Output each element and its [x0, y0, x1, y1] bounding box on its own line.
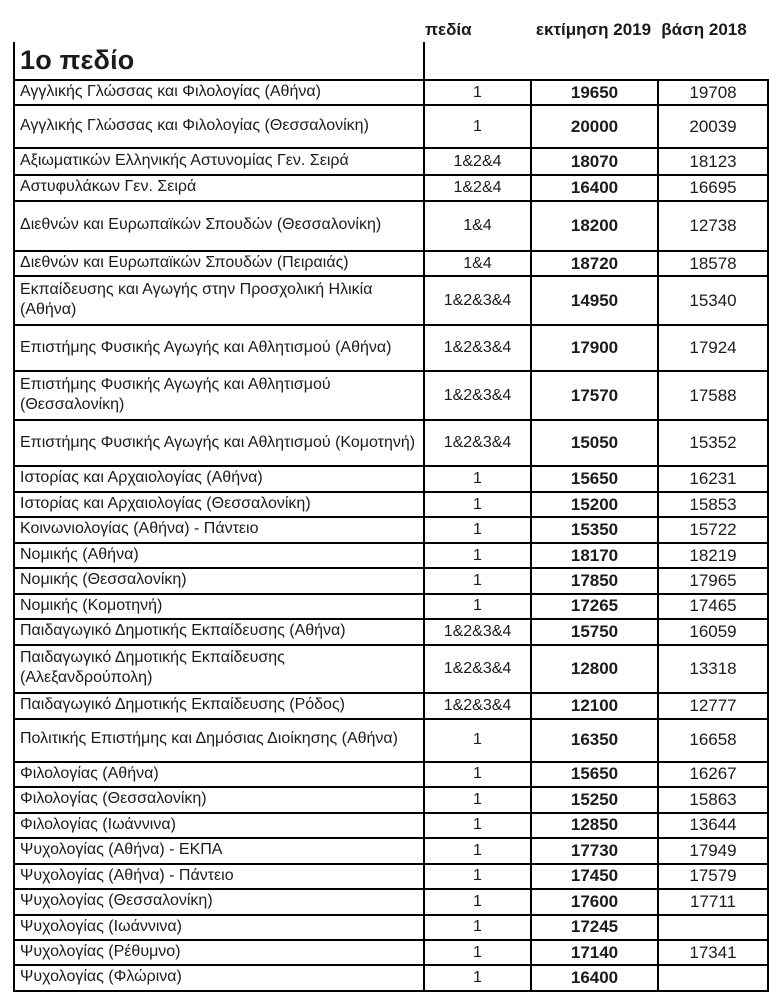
base-2018-cell: 15722 — [658, 517, 768, 542]
estimate-2019-cell: 20000 — [531, 105, 658, 148]
table-row — [14, 693, 768, 719]
estimate-2019-cell: 14950 — [531, 276, 658, 325]
fields-cell: 1&2&4 — [424, 148, 531, 175]
department-cell: Φιλολογίας (Ιωάννινα) — [14, 813, 424, 838]
base-2018-cell: 20039 — [658, 105, 768, 148]
base-2018-cell: 17579 — [658, 864, 768, 889]
table-row — [14, 276, 768, 325]
table-row — [14, 466, 768, 491]
estimate-2019-cell: 15250 — [531, 787, 658, 812]
table-row — [14, 813, 768, 838]
base-2018-cell: 16059 — [658, 619, 768, 644]
table-row — [14, 965, 768, 990]
base-2018-cell: 13318 — [658, 645, 768, 693]
department-cell: Αγγλικής Γλώσσας και Φιλολογίας (Αθήνα) — [14, 80, 424, 105]
department-cell: Αξιωματικών Ελληνικής Αστυνομίας Γεν. Σειρά — [14, 148, 424, 175]
base-2018-cell: 17965 — [658, 568, 768, 593]
department-cell: Διεθνών και Ευρωπαϊκών Σπουδών (Θεσσαλονίκη) — [14, 201, 424, 251]
department-cell: Ψυχολογίας (Αθήνα) - Πάντειο — [14, 864, 424, 889]
fields-cell: 1 — [424, 889, 531, 914]
fields-cell: 1 — [424, 80, 531, 105]
section-title: 1ο πεδίο — [14, 42, 424, 80]
estimate-2019-cell: 17140 — [531, 940, 658, 965]
department-cell: Παιδαγωγικό Δημοτικής Εκπαίδευσης (Ρόδος) — [14, 693, 424, 719]
base-2018-cell: 16231 — [658, 466, 768, 491]
base-2018-cell: 17924 — [658, 325, 768, 371]
department-cell: Νομικής (Αθήνα) — [14, 543, 424, 568]
department-cell: Κοινωνιολογίας (Αθήνα) - Πάντειο — [14, 517, 424, 542]
base-2018-cell: 12777 — [658, 693, 768, 719]
table-row — [14, 719, 768, 762]
table-row — [14, 175, 768, 200]
department-cell: Επιστήμης Φυσικής Αγωγής και Αθλητισμού (Αθήνα) — [14, 325, 424, 371]
department-cell: Φιλολογίας (Αθήνα) — [14, 762, 424, 787]
estimate-2019-cell: 17600 — [531, 889, 658, 914]
estimate-2019-cell: 17900 — [531, 325, 658, 371]
base-2018-cell: 19708 — [658, 80, 768, 105]
fields-cell: 1 — [424, 838, 531, 863]
table-row — [14, 325, 768, 371]
estimate-2019-cell: 17730 — [531, 838, 658, 863]
estimate-2019-cell: 15350 — [531, 517, 658, 542]
table-row — [14, 517, 768, 542]
department-cell: Ψυχολογίας (Θεσσαλονίκη) — [14, 889, 424, 914]
estimate-2019-cell: 17850 — [531, 568, 658, 593]
fields-cell: 1 — [424, 915, 531, 940]
base-2018-cell: 16658 — [658, 719, 768, 762]
base-2018-cell: 18578 — [658, 251, 768, 276]
department-cell: Ιστορίας και Αρχαιολογίας (Θεσσαλονίκη) — [14, 492, 424, 517]
fields-cell: 1 — [424, 965, 531, 990]
table-row — [14, 543, 768, 568]
estimate-2019-cell: 16400 — [531, 175, 658, 200]
fields-cell: 1 — [424, 940, 531, 965]
department-cell: Αστυφυλάκων Γεν. Σειρά — [14, 175, 424, 200]
table-row — [14, 645, 768, 693]
department-cell: Ψυχολογίας (Αθήνα) - ΕΚΠΑ — [14, 838, 424, 863]
estimate-2019-cell: 18070 — [531, 148, 658, 175]
estimate-2019-cell: 15650 — [531, 762, 658, 787]
fields-cell: 1 — [424, 762, 531, 787]
base-2018-cell — [658, 965, 768, 990]
fields-cell: 1 — [424, 105, 531, 148]
department-cell: Επιστήμης Φυσικής Αγωγής και Αθλητισμού (Κομοτηνή) — [14, 420, 424, 466]
base-2018-cell: 15352 — [658, 420, 768, 466]
table-row — [14, 838, 768, 863]
fields-cell: 1&2&3&4 — [424, 693, 531, 719]
department-cell: Φιλολογίας (Θεσσαλονίκη) — [14, 787, 424, 812]
base-2018-cell: 17949 — [658, 838, 768, 863]
base-2018-cell: 13644 — [658, 813, 768, 838]
fields-cell: 1&2&3&4 — [424, 420, 531, 466]
table-row — [14, 492, 768, 517]
fields-cell: 1&2&3&4 — [424, 619, 531, 644]
fields-cell: 1 — [424, 787, 531, 812]
table-row — [14, 915, 768, 940]
column-header-base-2018: βάση 2018 — [661, 20, 747, 39]
base-2018-cell: 16267 — [658, 762, 768, 787]
table-row — [14, 420, 768, 466]
base-2018-cell: 18123 — [658, 148, 768, 175]
table-row — [14, 201, 768, 251]
estimate-2019-cell: 12800 — [531, 645, 658, 693]
base-2018-cell: 12738 — [658, 201, 768, 251]
fields-cell: 1&2&3&4 — [424, 276, 531, 325]
base-2018-cell: 15853 — [658, 492, 768, 517]
fields-cell: 1 — [424, 864, 531, 889]
fields-cell: 1&2&3&4 — [424, 371, 531, 420]
estimate-2019-cell: 16350 — [531, 719, 658, 762]
fields-cell: 1&4 — [424, 201, 531, 251]
base-2018-cell: 18219 — [658, 543, 768, 568]
admission-scores-table — [13, 42, 769, 992]
estimate-2019-cell: 17450 — [531, 864, 658, 889]
column-header-estimate-2019: εκτίμηση 2019 — [535, 20, 652, 39]
department-cell: Παιδαγωγικό Δημοτικής Εκπαίδευσης (Αλεξανδρούπολη) — [14, 645, 424, 693]
fields-cell: 1&2&3&4 — [424, 325, 531, 371]
table-body — [14, 80, 768, 991]
department-cell: Παιδαγωγικό Δημοτικής Εκπαίδευσης (Αθήνα) — [14, 619, 424, 644]
department-cell: Πολιτικής Επιστήμης και Δημόσιας Διοίκησης (Αθήνα) — [14, 719, 424, 762]
table-row — [14, 762, 768, 787]
fields-cell: 1 — [424, 568, 531, 593]
estimate-2019-cell: 17570 — [531, 371, 658, 420]
fields-cell: 1&2&3&4 — [424, 645, 531, 693]
table-row — [14, 594, 768, 619]
column-header-fields: πεδία — [425, 20, 472, 39]
table-row — [14, 889, 768, 914]
fields-cell: 1 — [424, 543, 531, 568]
estimate-2019-cell: 15050 — [531, 420, 658, 466]
table-row — [14, 251, 768, 276]
estimate-2019-cell: 15650 — [531, 466, 658, 491]
fields-cell: 1 — [424, 719, 531, 762]
estimate-2019-cell: 17265 — [531, 594, 658, 619]
base-2018-cell: 17711 — [658, 889, 768, 914]
column-headers — [13, 0, 767, 42]
department-cell: Νομικής (Θεσσαλονίκη) — [14, 568, 424, 593]
estimate-2019-cell: 12850 — [531, 813, 658, 838]
fields-cell: 1 — [424, 594, 531, 619]
table-row — [14, 105, 768, 148]
fields-cell: 1 — [424, 492, 531, 517]
fields-cell: 1 — [424, 517, 531, 542]
estimate-2019-cell: 17245 — [531, 915, 658, 940]
fields-cell: 1&4 — [424, 251, 531, 276]
estimate-2019-cell: 18200 — [531, 201, 658, 251]
section-header-row — [14, 42, 768, 80]
fields-cell: 1 — [424, 813, 531, 838]
table-row — [14, 371, 768, 420]
fields-cell: 1&2&4 — [424, 175, 531, 200]
table-row — [14, 568, 768, 593]
estimate-2019-cell: 19650 — [531, 80, 658, 105]
base-2018-cell: 17465 — [658, 594, 768, 619]
department-cell: Νομικής (Κομοτηνή) — [14, 594, 424, 619]
department-cell: Αγγλικής Γλώσσας και Φιλολογίας (Θεσσαλονίκη) — [14, 105, 424, 148]
base-2018-cell: 16695 — [658, 175, 768, 200]
department-cell: Ψυχολογίας (Φλώρινα) — [14, 965, 424, 990]
table-row — [14, 940, 768, 965]
base-2018-cell: 15340 — [658, 276, 768, 325]
department-cell: Ψυχολογίας (Ρέθυμνο) — [14, 940, 424, 965]
section-header-spacer — [424, 42, 768, 80]
estimate-2019-cell: 18720 — [531, 251, 658, 276]
base-2018-cell: 17588 — [658, 371, 768, 420]
table-row — [14, 148, 768, 175]
table-row — [14, 80, 768, 105]
estimate-2019-cell: 16400 — [531, 965, 658, 990]
department-cell: Εκπαίδευσης και Αγωγής στην Προσχολική Ηλικία (Αθήνα) — [14, 276, 424, 325]
table-row — [14, 864, 768, 889]
department-cell: Ιστορίας και Αρχαιολογίας (Αθήνα) — [14, 466, 424, 491]
base-2018-cell — [658, 915, 768, 940]
estimate-2019-cell: 15750 — [531, 619, 658, 644]
base-2018-cell: 15863 — [658, 787, 768, 812]
fields-cell: 1 — [424, 466, 531, 491]
department-cell: Επιστήμης Φυσικής Αγωγής και Αθλητισμού (Θεσσαλονίκη) — [14, 371, 424, 420]
table-row — [14, 787, 768, 812]
estimate-2019-cell: 18170 — [531, 543, 658, 568]
estimate-2019-cell: 12100 — [531, 693, 658, 719]
table-row — [14, 619, 768, 644]
department-cell: Διεθνών και Ευρωπαϊκών Σπουδών (Πειραιάς) — [14, 251, 424, 276]
base-2018-cell: 17341 — [658, 940, 768, 965]
estimate-2019-cell: 15200 — [531, 492, 658, 517]
department-cell: Ψυχολογίας (Ιωάννινα) — [14, 915, 424, 940]
